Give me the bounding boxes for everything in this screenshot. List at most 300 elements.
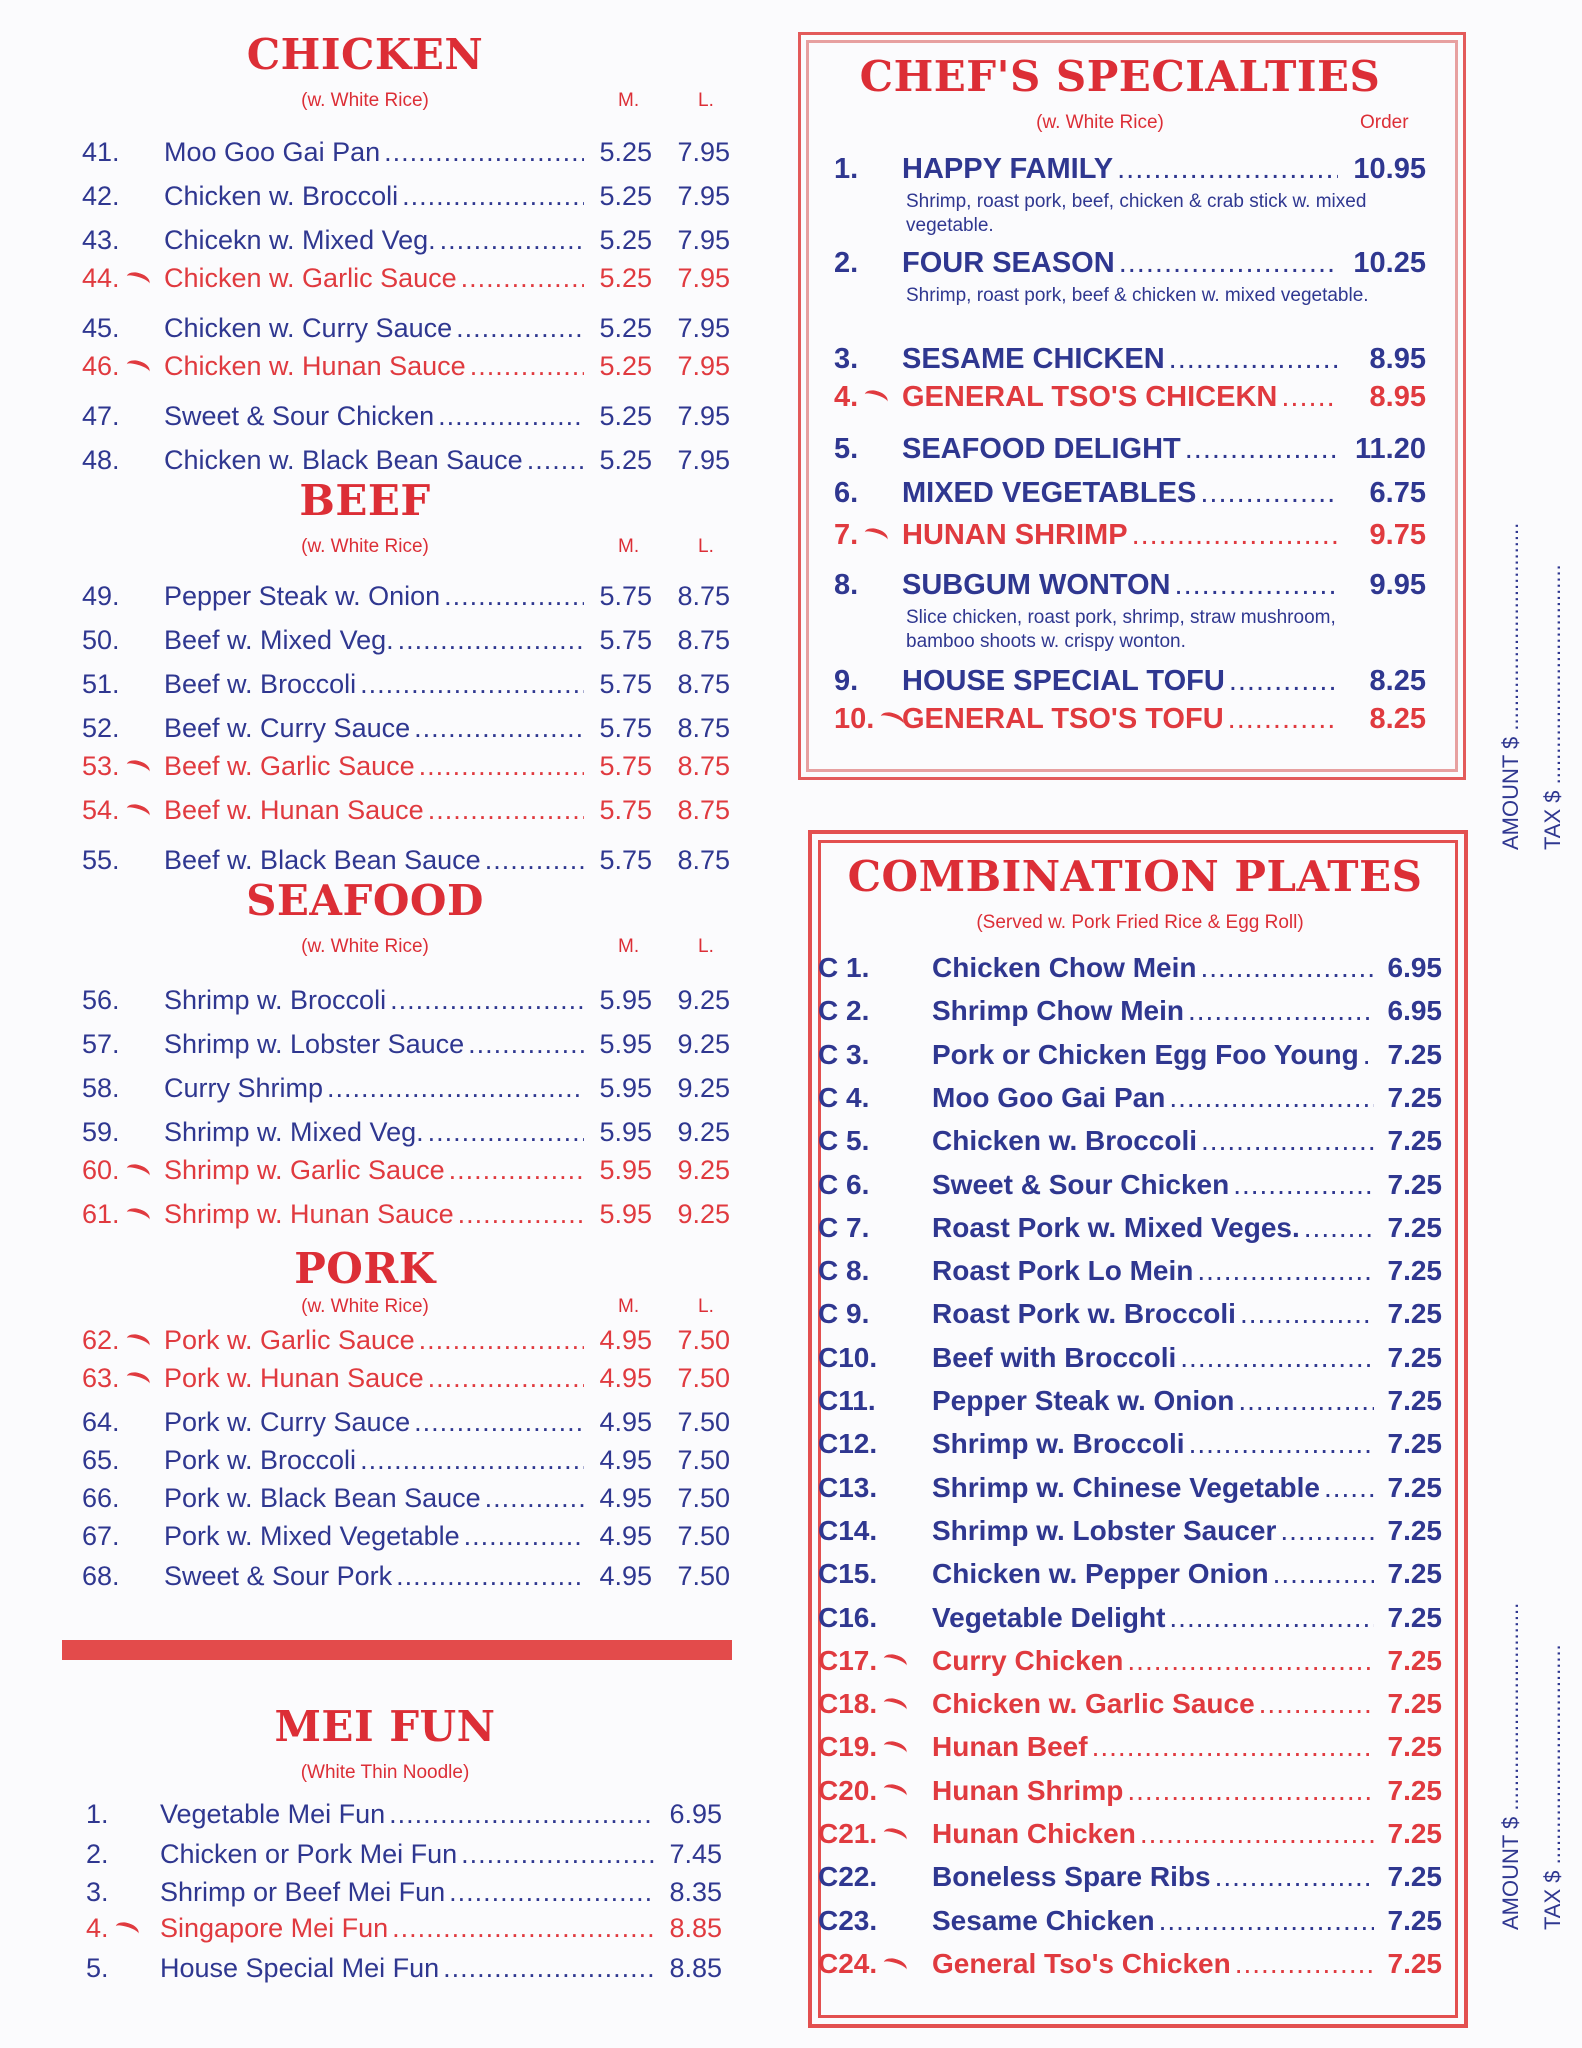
chefs-specialties-order-header: Order xyxy=(1360,112,1409,133)
dot-leader xyxy=(1200,952,1374,984)
item-number: C21. xyxy=(818,1818,932,1850)
dot-leader xyxy=(461,1839,654,1870)
price: 7.25 xyxy=(1387,1471,1442,1503)
menu-item-row xyxy=(82,842,730,876)
dot-leader xyxy=(327,1073,584,1104)
item-number: C 8. xyxy=(818,1255,870,1287)
item-number: 5. xyxy=(86,1953,109,1983)
dot-leader xyxy=(449,1155,584,1186)
item-number: C23. xyxy=(818,1904,878,1936)
combo-item-row xyxy=(818,1556,1442,1590)
item-name: SEAFOOD DELIGHT xyxy=(902,433,1181,465)
combo-item-row xyxy=(818,1686,1442,1720)
price-large: 7.95 xyxy=(677,351,730,381)
menu-item-row xyxy=(82,578,730,612)
menu-item-row xyxy=(82,1558,730,1592)
item-number: 43. xyxy=(82,225,120,255)
combo-item-row xyxy=(818,1340,1442,1374)
section-divider-bar xyxy=(62,1640,732,1660)
item-number: 44. xyxy=(82,263,164,294)
item-name: Pork w. Broccoli xyxy=(164,1445,357,1475)
item-name: Beef w. Mixed Veg. xyxy=(164,625,394,655)
price: 7.25 xyxy=(1387,1255,1442,1287)
item-name: Shrimp Chow Mein xyxy=(932,995,1184,1027)
hot-pepper-icon xyxy=(124,270,151,291)
price: 7.25 xyxy=(1387,1774,1442,1806)
item-number: 68. xyxy=(82,1561,120,1591)
dot-leader xyxy=(389,1799,654,1830)
item-name: Shrimp w. Lobster Sauce xyxy=(164,1029,465,1059)
item-name: Shrimp w. Lobster Saucer xyxy=(932,1514,1277,1546)
price-medium: 5.95 xyxy=(599,1199,652,1229)
item-name: Shrimp or Beef Mei Fun xyxy=(160,1877,446,1907)
item-number: C16. xyxy=(818,1601,878,1633)
price-medium: 5.75 xyxy=(599,625,652,655)
item-name: Moo Goo Gai Pan xyxy=(932,1081,1166,1113)
item-number: 49. xyxy=(82,581,120,611)
dot-leader xyxy=(428,1363,584,1394)
menu-item-row xyxy=(82,1518,730,1552)
price: 7.25 xyxy=(1387,1947,1442,1979)
specialty-item-row xyxy=(834,518,1426,552)
item-number: 10. xyxy=(834,703,902,736)
hot-pepper-icon xyxy=(882,1782,909,1803)
price-large: 8.75 xyxy=(677,845,730,875)
item-description: Shrimp, roast pork, beef & chicken w. mixed vegetable. xyxy=(906,285,1369,306)
price: 7.25 xyxy=(1387,1731,1442,1763)
item-number: 62. xyxy=(82,1325,164,1356)
item-name: Pork w. Mixed Vegetable xyxy=(164,1521,460,1551)
menu-item-row xyxy=(82,134,730,168)
price: 9.75 xyxy=(1369,519,1426,551)
pork-subtitle: (w. White Rice) xyxy=(301,1296,429,1317)
beef-title: BEEF xyxy=(299,476,431,525)
item-name: Chicken w. Pepper Onion xyxy=(932,1558,1269,1590)
item-number: C18. xyxy=(818,1688,932,1720)
combo-item-row xyxy=(818,1123,1442,1157)
item-number: 48. xyxy=(82,445,120,475)
dot-leader xyxy=(428,1117,584,1148)
chefs-specialties-subtitle: (w. White Rice) xyxy=(1036,112,1164,133)
dot-leader xyxy=(1273,1558,1374,1590)
menu-item-row xyxy=(82,310,730,344)
specialty-item-row xyxy=(834,432,1426,466)
item-name: Chicken w. Garlic Sauce xyxy=(932,1688,1255,1720)
combo-item-row xyxy=(818,1470,1442,1504)
item-name: Sesame Chicken xyxy=(932,1904,1155,1936)
combo-item-row xyxy=(818,1859,1442,1893)
item-name: FOUR SEASON xyxy=(902,247,1115,279)
price-medium: 5.75 xyxy=(599,751,652,781)
price-medium: 5.75 xyxy=(599,581,652,611)
price: 6.95 xyxy=(669,1799,722,1829)
item-name: Beef w. Garlic Sauce xyxy=(164,751,415,781)
dot-leader xyxy=(1119,247,1338,280)
combo-item-row xyxy=(818,1210,1442,1244)
pork-l-header: L. xyxy=(698,1296,714,1317)
item-name: Roast Pork w. Mixed Veges. xyxy=(932,1211,1300,1243)
combo-item-row xyxy=(818,1903,1442,1937)
dot-leader xyxy=(1233,1169,1374,1201)
combination-plates-title: COMBINATION PLATES xyxy=(847,852,1423,901)
price-large: 7.95 xyxy=(677,313,730,343)
price-medium: 4.95 xyxy=(599,1483,652,1513)
chefs-specialties-title: CHEF'S SPECIALTIES xyxy=(859,52,1381,101)
item-number: 3. xyxy=(834,343,859,375)
item-name: HAPPY FAMILY xyxy=(902,153,1114,185)
dot-leader xyxy=(1215,1861,1374,1893)
price: 10.95 xyxy=(1353,153,1426,185)
combo-item-row xyxy=(818,1426,1442,1460)
item-name: SESAME CHICKEN xyxy=(902,343,1165,375)
price-medium: 5.95 xyxy=(599,1117,652,1147)
dot-leader xyxy=(438,401,584,432)
item-name: Hunan Chicken xyxy=(932,1818,1136,1849)
price: 7.25 xyxy=(1387,1601,1442,1633)
item-number: C14. xyxy=(818,1514,878,1546)
amount-label-bottom: AMOUNT $ .................................. xyxy=(1498,1602,1523,1930)
combination-plates-subtitle: (Served w. Pork Fried Rice & Egg Roll) xyxy=(976,912,1304,933)
dot-leader xyxy=(1280,1515,1374,1547)
tax-label-top: TAX $ .................................... xyxy=(1540,564,1565,850)
hot-pepper-icon xyxy=(124,758,151,779)
item-name: Roast Pork Lo Mein xyxy=(932,1255,1194,1287)
dot-leader xyxy=(1092,1731,1374,1763)
price: 7.25 xyxy=(1387,1644,1442,1676)
dot-leader xyxy=(414,1407,584,1438)
seafood-m-header: M. xyxy=(618,936,640,957)
price-large: 7.95 xyxy=(677,137,730,167)
menu-item-row xyxy=(82,1442,730,1476)
item-number: 8. xyxy=(834,569,859,601)
meifun-subtitle: (White Thin Noodle) xyxy=(300,1762,470,1783)
price-medium: 4.95 xyxy=(599,1325,652,1355)
menu-item-row xyxy=(82,1114,730,1148)
menu-item-row xyxy=(82,1322,730,1356)
item-number: C 4. xyxy=(818,1081,870,1113)
price: 7.25 xyxy=(1387,1904,1442,1936)
dot-leader xyxy=(449,1877,654,1908)
hot-pepper-icon xyxy=(113,1920,140,1941)
item-number: 6. xyxy=(834,477,859,509)
price-large: 7.50 xyxy=(677,1561,730,1591)
price-medium: 4.95 xyxy=(599,1445,652,1475)
price: 7.25 xyxy=(1387,1081,1442,1113)
dot-leader xyxy=(485,1483,584,1514)
price: 7.25 xyxy=(1387,1168,1442,1200)
price: 7.25 xyxy=(1387,1861,1442,1893)
meifun-item-row xyxy=(86,1796,722,1830)
dot-leader xyxy=(468,1029,584,1060)
beef-l-header: L. xyxy=(698,536,714,557)
item-name: Pepper Steak w. Onion xyxy=(932,1385,1235,1416)
tax-label-bottom: TAX $ .................................... xyxy=(1540,1644,1565,1930)
item-name: Sweet & Sour Chicken xyxy=(932,1168,1230,1200)
hot-pepper-icon xyxy=(124,802,151,823)
price-medium: 5.95 xyxy=(599,985,652,1015)
item-number: 2. xyxy=(834,247,859,279)
specialty-item-row xyxy=(834,476,1426,510)
item-number: C10. xyxy=(818,1341,878,1373)
dot-leader xyxy=(440,225,584,256)
price-medium: 4.95 xyxy=(599,1561,652,1591)
price-medium: 5.25 xyxy=(599,313,652,343)
dot-leader xyxy=(419,1325,584,1356)
item-name: Shrimp w. Mixed Veg. xyxy=(164,1117,424,1147)
price: 8.95 xyxy=(1369,381,1426,413)
dot-leader xyxy=(1324,1472,1374,1504)
chicken-subtitle: (w. White Rice) xyxy=(301,90,429,111)
dot-leader xyxy=(1281,381,1338,414)
price: 7.25 xyxy=(1387,1688,1442,1720)
item-number: 56. xyxy=(82,985,120,1015)
menu-item-row xyxy=(82,1480,730,1514)
item-number: 63. xyxy=(82,1363,164,1394)
hot-pepper-icon xyxy=(124,358,151,379)
price: 6.75 xyxy=(1369,477,1426,509)
dot-leader xyxy=(384,137,584,168)
item-number: C 5. xyxy=(818,1125,870,1157)
price-medium: 5.75 xyxy=(599,795,652,825)
dot-leader xyxy=(444,581,584,612)
dot-leader xyxy=(414,713,584,744)
item-number: 4. xyxy=(834,381,902,414)
item-number: 52. xyxy=(82,713,120,743)
price-medium: 5.25 xyxy=(599,181,652,211)
menu-item-row xyxy=(82,622,730,656)
dot-leader xyxy=(1189,1428,1374,1460)
menu-item-row xyxy=(82,1360,730,1394)
hot-pepper-icon xyxy=(882,1652,909,1673)
item-name: Chicken or Pork Mei Fun xyxy=(160,1839,458,1869)
dot-leader xyxy=(1127,1645,1374,1677)
item-name: GENERAL TSO'S CHICEKN xyxy=(902,381,1278,413)
item-number: 60. xyxy=(82,1155,164,1186)
dot-leader xyxy=(458,1199,584,1230)
price-large: 7.95 xyxy=(677,181,730,211)
dot-leader xyxy=(1238,1385,1374,1417)
item-name: Beef with Broccoli xyxy=(932,1341,1177,1373)
item-number: C 9. xyxy=(818,1298,870,1330)
item-name: Chicken w. Curry Sauce xyxy=(164,313,453,343)
price-medium: 5.95 xyxy=(599,1029,652,1059)
dot-leader xyxy=(1140,1818,1374,1850)
meifun-item-row xyxy=(86,1910,722,1944)
dot-leader xyxy=(461,263,584,294)
combo-item-row xyxy=(818,1037,1442,1071)
item-name: Moo Goo Gai Pan xyxy=(164,137,381,167)
dot-leader xyxy=(1240,1298,1374,1330)
item-name: Vegetable Delight xyxy=(932,1601,1166,1633)
specialty-item-row xyxy=(834,246,1426,280)
item-name: Shrimp w. Broccoli xyxy=(164,985,387,1015)
price: 8.85 xyxy=(669,1953,722,1983)
price: 7.25 xyxy=(1387,1125,1442,1157)
menu-item-row xyxy=(82,1026,730,1060)
chicken-m-header: M. xyxy=(618,90,640,111)
price-medium: 5.75 xyxy=(599,845,652,875)
meifun-item-row xyxy=(86,1874,722,1908)
combo-item-row xyxy=(818,1080,1442,1114)
price-medium: 4.95 xyxy=(599,1407,652,1437)
price-large: 7.50 xyxy=(677,1325,730,1355)
dot-leader xyxy=(360,1445,584,1476)
menu-item-row xyxy=(82,1404,730,1438)
item-name: Chicken Chow Mein xyxy=(932,952,1197,983)
price: 7.25 xyxy=(1387,1385,1442,1416)
dot-leader xyxy=(1169,343,1338,376)
price: 7.25 xyxy=(1387,1558,1442,1590)
item-number: 64. xyxy=(82,1407,120,1437)
menu-item-row xyxy=(82,748,730,782)
item-name: Pork or Chicken Egg Foo Young xyxy=(932,1038,1359,1070)
pork-m-header: M. xyxy=(618,1296,640,1317)
meifun-item-row xyxy=(86,1950,722,1984)
hot-pepper-icon xyxy=(882,1695,909,1716)
seafood-title: SEAFOOD xyxy=(246,876,484,925)
specialty-item-row xyxy=(834,152,1426,186)
chicken-title: CHICKEN xyxy=(246,30,484,79)
chicken-l-header: L. xyxy=(698,90,714,111)
dot-leader xyxy=(1200,477,1338,510)
dot-leader xyxy=(390,985,584,1016)
price-large: 8.75 xyxy=(677,669,730,699)
item-name: Roast Pork w. Broccoli xyxy=(932,1298,1236,1330)
beef-subtitle: (w. White Rice) xyxy=(301,536,429,557)
price-large: 9.25 xyxy=(677,1199,730,1229)
combo-item-row xyxy=(818,1600,1442,1634)
item-number: C15. xyxy=(818,1558,878,1590)
price-large: 9.25 xyxy=(677,1073,730,1103)
price: 7.25 xyxy=(1387,1211,1442,1243)
combo-item-row xyxy=(818,1383,1442,1417)
dot-leader xyxy=(1169,1082,1374,1114)
item-number: 2. xyxy=(86,1839,109,1869)
price: 7.45 xyxy=(669,1839,722,1869)
menu-item-row xyxy=(82,222,730,256)
menu-item-row xyxy=(82,442,730,476)
price-medium: 5.25 xyxy=(599,401,652,431)
item-name: Shrimp w. Chinese Vegetable xyxy=(932,1471,1320,1503)
price-large: 7.50 xyxy=(677,1445,730,1475)
item-number: 9. xyxy=(834,665,859,697)
item-number: 61. xyxy=(82,1199,164,1230)
price-large: 8.75 xyxy=(677,795,730,825)
menu-item-row xyxy=(82,982,730,1016)
item-number: 47. xyxy=(82,401,120,431)
dot-leader xyxy=(396,1561,584,1592)
item-name: Sweet & Sour Chicken xyxy=(164,401,435,431)
dot-leader xyxy=(443,1953,654,1984)
dot-leader xyxy=(1127,1775,1374,1807)
price-large: 9.25 xyxy=(677,985,730,1015)
item-number: 1. xyxy=(86,1799,109,1829)
hot-pepper-icon xyxy=(882,1825,909,1846)
price-large: 7.50 xyxy=(677,1407,730,1437)
dot-leader xyxy=(360,669,584,700)
item-name: Sweet & Sour Pork xyxy=(164,1561,393,1591)
price: 7.25 xyxy=(1387,1514,1442,1546)
item-number: 42. xyxy=(82,181,120,211)
item-number: 5. xyxy=(834,433,859,465)
item-number: C13. xyxy=(818,1471,878,1503)
item-name: Hunan Shrimp xyxy=(932,1774,1124,1806)
item-name: Chicken w. Garlic Sauce xyxy=(164,263,457,293)
item-name: Chicken w. Black Bean Sauce xyxy=(164,445,523,475)
item-name: MIXED VEGETABLES xyxy=(902,477,1197,509)
price-medium: 5.95 xyxy=(599,1073,652,1103)
combo-item-row xyxy=(818,950,1442,984)
price: 7.25 xyxy=(1387,1038,1442,1070)
item-name: SUBGUM WONTON xyxy=(902,569,1171,601)
price-large: 9.25 xyxy=(677,1155,730,1185)
price-large: 9.25 xyxy=(677,1029,730,1059)
item-name: Beef w. Black Bean Sauce xyxy=(164,845,481,875)
item-number: C20. xyxy=(818,1775,932,1807)
specialty-item-row xyxy=(834,664,1426,698)
item-number: C 6. xyxy=(818,1168,870,1200)
combo-item-row xyxy=(818,1167,1442,1201)
dot-leader xyxy=(1159,1905,1374,1937)
price-large: 7.50 xyxy=(677,1483,730,1513)
item-number: C24. xyxy=(818,1948,932,1980)
price-large: 9.25 xyxy=(677,1117,730,1147)
price: 7.25 xyxy=(1387,1818,1442,1849)
dot-leader xyxy=(456,313,584,344)
item-name: Curry Shrimp xyxy=(164,1073,324,1103)
price-large: 8.75 xyxy=(677,751,730,781)
combo-item-row xyxy=(818,1296,1442,1330)
item-name: House Special Mei Fun xyxy=(160,1953,440,1983)
menu-item-row xyxy=(82,178,730,212)
item-name: Pork w. Curry Sauce xyxy=(164,1407,411,1437)
item-name: Beef w. Curry Sauce xyxy=(164,713,411,743)
dot-leader xyxy=(1169,1602,1374,1634)
item-name: Chicken w. Broccoli xyxy=(164,181,399,211)
menu-item-row xyxy=(82,398,730,432)
specialty-item-row xyxy=(834,380,1426,414)
item-description: Slice chicken, roast pork, shrimp, straw mushroom, bamboo shoots w. crispy wonton. xyxy=(906,607,1336,652)
item-name: Hunan Beef xyxy=(932,1731,1088,1763)
item-name: Boneless Spare Ribs xyxy=(932,1861,1211,1893)
price: 9.95 xyxy=(1369,569,1426,601)
item-number: 55. xyxy=(82,845,120,875)
price-medium: 5.25 xyxy=(599,137,652,167)
item-number: 7. xyxy=(834,519,902,552)
price-medium: 4.95 xyxy=(599,1363,652,1393)
item-number: C 3. xyxy=(818,1038,870,1070)
item-number: C 7. xyxy=(818,1211,870,1243)
item-description: Shrimp, roast pork, beef, chicken & crab stick w. mixed vegetable. xyxy=(906,191,1367,236)
dot-leader xyxy=(1117,153,1338,186)
combo-item-row xyxy=(818,1773,1442,1807)
item-name: Beef w. Broccoli xyxy=(164,669,357,699)
combo-item-row xyxy=(818,1253,1442,1287)
hot-pepper-icon xyxy=(882,1739,909,1760)
item-name: Vegetable Mei Fun xyxy=(160,1799,386,1829)
item-name: Pepper Steak w. Onion xyxy=(164,581,441,611)
item-name: Chicken w. Broccoli xyxy=(932,1125,1198,1157)
combo-item-row xyxy=(818,1729,1442,1763)
combo-item-row xyxy=(818,993,1442,1027)
item-name: Pork w. Black Bean Sauce xyxy=(164,1483,481,1513)
dot-leader xyxy=(1180,1342,1374,1374)
dot-leader xyxy=(1228,703,1338,736)
seafood-l-header: L. xyxy=(698,936,714,957)
menu-item-row xyxy=(82,1152,730,1186)
price: 8.85 xyxy=(669,1913,722,1943)
price: 11.20 xyxy=(1355,433,1426,465)
